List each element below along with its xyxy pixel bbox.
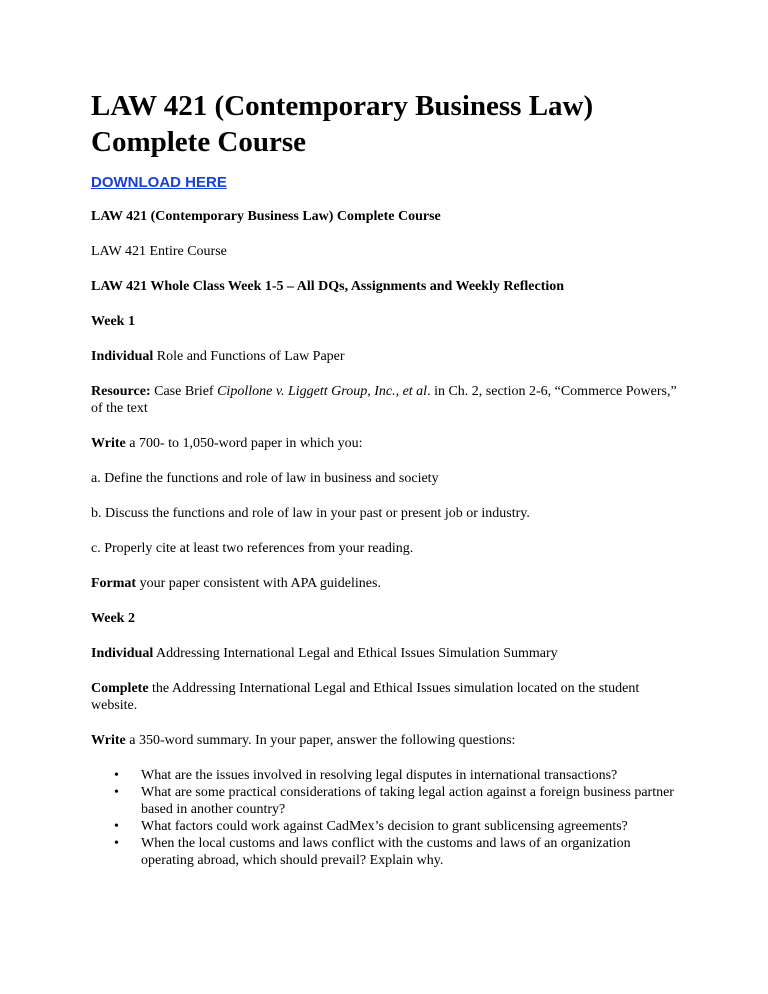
week2-complete-text: the Addressing International Legal and Ethical Issues simulation located on the student website. bbox=[91, 681, 640, 713]
list-item bbox=[106, 818, 681, 835]
week2-complete-label: Complete bbox=[91, 681, 149, 696]
week1-resource-case: Cipollone v. Liggett Group, Inc., et al bbox=[217, 384, 428, 399]
week2-write-label: Write bbox=[91, 733, 126, 748]
week2-individual-label: Individual bbox=[91, 646, 154, 661]
week1-resource bbox=[91, 383, 681, 417]
week2-individual bbox=[91, 645, 681, 662]
week1-resource-text-2: . in Ch. 2, section 2-6, “Commerce Powers,” of the text bbox=[91, 384, 677, 416]
question-text: When the local customs and laws conflict with the customs and laws of an organization operating abroad, which should prevail? Explain why. bbox=[141, 836, 631, 868]
week2-complete bbox=[91, 680, 681, 714]
week2-write-text: a 350-word summary. In your paper, answer the following questions: bbox=[125, 733, 516, 748]
week2-individual-text: Addressing International Legal and Ethical Issues Simulation Summary bbox=[153, 646, 558, 661]
document-page bbox=[91, 88, 681, 869]
week1-write-text: a 700- to 1,050-word paper in which you: bbox=[125, 436, 363, 451]
question-text: What are some practical considerations of taking legal action against a foreign business partner based in another country? bbox=[141, 785, 674, 817]
week1-individual bbox=[91, 348, 681, 365]
whole-class-line: LAW 421 Whole Class Week 1-5 – All DQs, Assignments and Weekly Reflection bbox=[91, 279, 565, 294]
list-item bbox=[106, 835, 681, 869]
page-title: LAW 421 (Contemporary Business Law) Complete Course bbox=[91, 90, 594, 158]
week1-resource-label: Resource: bbox=[91, 384, 151, 399]
week1-write bbox=[91, 435, 681, 452]
week1-format bbox=[91, 575, 681, 592]
week1-individual-text: Role and Functions of Law Paper bbox=[153, 349, 345, 364]
list-item bbox=[106, 767, 681, 784]
week1-resource-text-1: Case Brief bbox=[150, 384, 218, 399]
week2-write bbox=[91, 732, 681, 749]
entire-course-line: LAW 421 Entire Course bbox=[91, 244, 227, 259]
week2-heading: Week 2 bbox=[91, 611, 135, 626]
question-text: What factors could work against CadMex’s decision to grant sublicensing agreements? bbox=[141, 819, 628, 834]
week1-individual-label: Individual bbox=[91, 349, 154, 364]
week1-write-label: Write bbox=[91, 436, 126, 451]
question-text: What are the issues involved in resolving legal disputes in international transactions? bbox=[141, 768, 618, 783]
bullet-icon: • bbox=[114, 836, 119, 851]
bullet-icon: • bbox=[114, 785, 119, 800]
course-heading: LAW 421 (Contemporary Business Law) Complete Course bbox=[91, 209, 441, 224]
week1-heading: Week 1 bbox=[91, 314, 135, 329]
week1-format-label: Format bbox=[91, 576, 137, 591]
week2-question-list bbox=[91, 767, 681, 869]
week1-item-c: c. Properly cite at least two references from your reading. bbox=[91, 541, 414, 556]
bullet-icon: • bbox=[114, 819, 119, 834]
download-link[interactable]: DOWNLOAD HERE bbox=[91, 174, 227, 191]
week1-item-b: b. Discuss the functions and role of law in your past or present job or industry. bbox=[91, 506, 530, 521]
list-item bbox=[106, 784, 681, 818]
week1-item-a: a. Define the functions and role of law in business and society bbox=[91, 471, 439, 486]
bullet-icon: • bbox=[114, 768, 119, 783]
week1-format-text: your paper consistent with APA guidelines. bbox=[136, 576, 381, 591]
